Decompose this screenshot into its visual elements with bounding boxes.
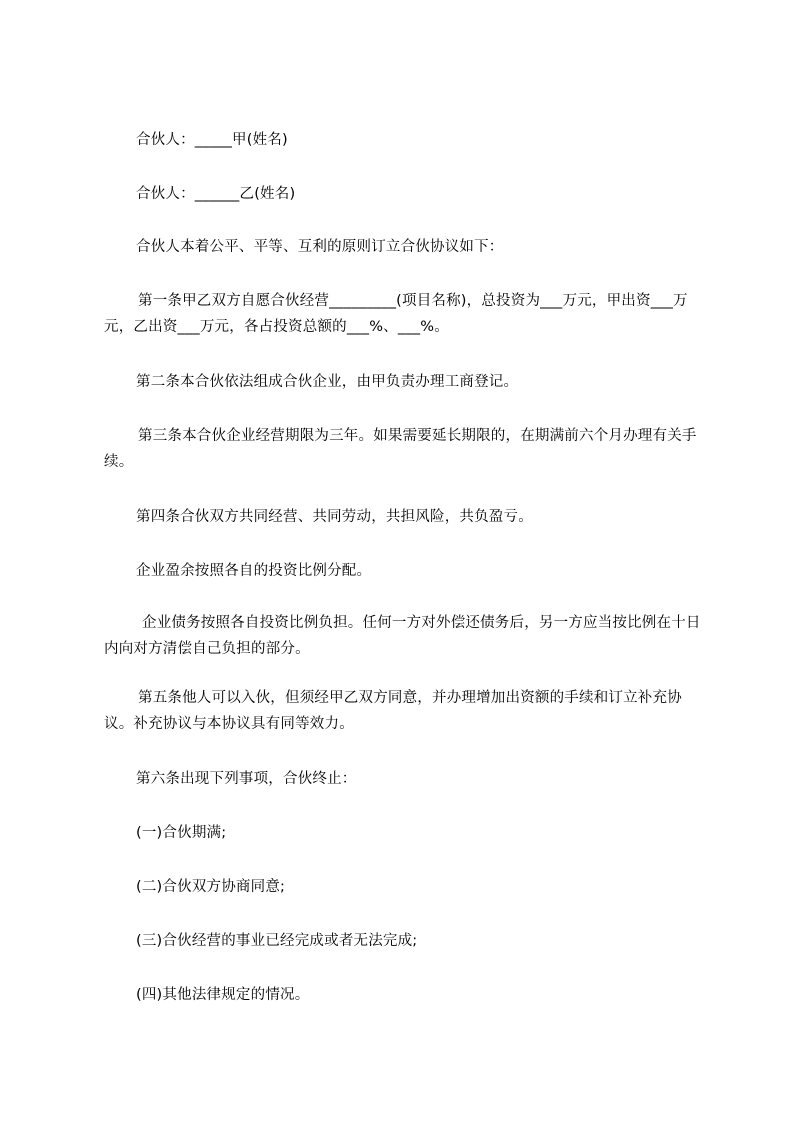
article-2: 第二条本合伙依法组成合伙企业，由甲负责办理工商登记。 (136, 374, 519, 390)
partner-b-line: 合伙人：______乙(姓名) (136, 186, 296, 202)
article-3: 第三条本合伙企业经营期限为三年。如果需要延长期限的，在期满前六个月办理有关手续。 (104, 428, 697, 470)
profit-distribution: 企业盈余按照各自的投资比例分配。 (136, 563, 372, 579)
article-4: 第四条合伙双方共同经营、共同劳动，共担风险，共负盈亏。 (136, 509, 533, 525)
article-5: 第五条他人可以入伙，但须经甲乙双方同意，并办理增加出资额的手续和订立补充协议。补充协议与本协议具有同等效力。 (104, 690, 682, 732)
article-6: 第六条出现下列事项，合伙终止： (136, 771, 357, 787)
debt-sharing: 企业债务按照各自投资比例负担。任何一方对外偿还债务后，另一方应当按比例在十日内向对方清偿自己负担的部分。 (104, 615, 701, 657)
termination-item-3: (三)合伙经营的事业已经完成或者无法完成; (136, 933, 418, 949)
termination-item-2: (二)合伙双方协商同意; (136, 879, 286, 895)
termination-item-1: (一)合伙期满; (136, 825, 227, 841)
article-1: 第一条甲乙双方自愿合伙经营_________(项目名称)，总投资为___万元，甲出资___万元，乙出资___万元，各占投资总额的___%、___%。 (104, 293, 688, 335)
termination-item-4: (四)其他法律规定的情况。 (136, 987, 310, 1003)
agreement-intro: 合伙人本着公平、平等、互利的原则订立合伙协议如下： (136, 239, 504, 255)
partner-a-line: 合伙人：_____甲(姓名) (136, 132, 288, 148)
